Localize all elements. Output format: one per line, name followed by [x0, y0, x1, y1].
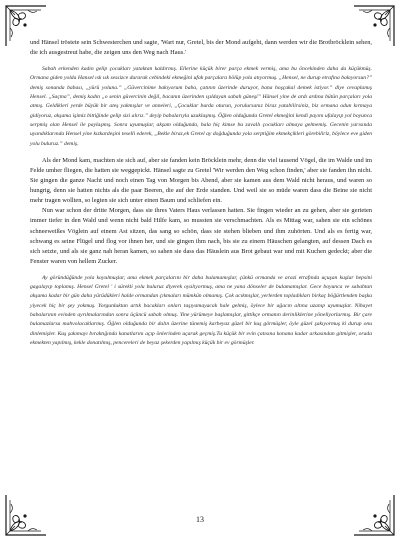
- turkish-paragraph: Ay göründüğünde yola koyulmuşlar, ama ekmek parçalarını bir daha bulamamışlar, çünkü ormanda ve arazi etrafında uçuşan kuşlar hepsini gagalayıp toplamış. Hensel Gretel ' i sürekli yolu buluruz diyerek oyalıyormuş, ama ne yana dönseler de bulamamışlar. Gece boyunca ve sabahtan akşama kadar bir gün daha yürüdükleri halde ormandan çıkmaları mümkün olmamış. Çok acıkmışlar, yerlerden topladıkları birkaç böğürtlenden başka yiyecek hiç bir şey yokmuş. Yorgunluktan artık bacakları onları taşıyamayacak hale gelmiş, öylece bir ağacın altına uzanıp uyumuşlar. Nihayet babalarının evinden ayrılmalarından sonra üçüncü sabah olmuş. Yine yürümeye başlamışlar, gittikçe ormanın derinliklerine yöneliyorlarmış. Bir çare bulamazlarsa mahvolacaklarmış. Öğlen olduğunda bir dalın üzerine tünemiş karbeyaz güzel bir kuş görmüşler, öyle güzel şakıyormuş ki durup onu dinlemişler. Kuş şakımayı bıraktığında kanatlarını açıp önlerinden uçarak geçmiş.Tu küçük bir evin çatısına konana kadar arkasından gitmişler, orada ekmekten yapılmış, kekle donatılmış, pencereleri de beyaz şekerden yapılmış küçük bir ev görmüşler.: [30, 274, 372, 346]
- turkish-paragraph: Sabah erkenden kadın gelip çocukları yataktan kaldırmış. Ellerine küçük birer parça ekmek vermiş, ama bu öncekinden daha da küçükmüş. Ormana giden yolda Hansel ısk ısk sessizce durarak cebindeki ekmeğini ufak parçalara bölüp yola atıyormuş. „Hensel, ne durup etrafına bakıyorsun?” demiş sonunda babası, „yürü yoluna.” „Güvercinime bakıyorum baba, çatının üzerinde duruyor, bana hoşçakal demek istiyor.” diye cevaplamış Hensel. „Saçma”, demiş kadın „o senin güvercinin değil, bacanın üzerinden ışıldayan sabah güneşi” Hänsel yine de ardı ardına bütün parçaları yola atmış. Geldikleri yerde büyük bir ateş yakmışlar ve anneleri, „Çocuklar burda oturun, yorulursanız biraz yatabilirsiniz, biz ormana odun kırmaya gidiyoruz, akşama işimiz bittiğinde gelip sizi alırız.” deyip babalarıyla uzaklaşmış. Öğlen olduğunda Gretel ekmeğini kendi payını ufalayıp yol boyunca serpmiş olan Hensel ile paylaşmış. Sonra uyumuşlar, akşam olduğunda, hala hiç kimse bu zavallı çocukları almaya gelmemiş. Gecenin yarısında uyandıklarında Hensel yine kızkardeşini teselli ederek, „Bekle biraz,ek Gretel ay doğduğunda yola serptiğim ekmekçikleri görebiliriz, böylece eve giden yolu buluruz.” demiş.: [30, 66, 372, 147]
- german-paragraph: Als der Mond kam, machten sie sich auf, aber sie fanden kein Bröcklein mehr, denn die viel tausend Vögel, die im Walde und im Felde umher fliegen, die hatten sie weggepickt. Hänsel sagte zu Gretel 'Wir werden den Weg schon finden,' aber sie fanden ihn nicht. Sie gingen die ganze Nacht und noch einen Tag von Morgen bis Abend, aber sie kamen aus dem Wald nicht heraus, und waren so hungrig, denn sie hatten nichts als die paar Beeren, die auf der Erde standen. Und weil sie so müde waren dass die Beine sie nicht mehr tragen wollten, so legten sie sich unter einen Baum und schliefen ein.: [30, 156, 372, 205]
- page-number: 13: [196, 515, 204, 524]
- german-paragraph: und Hänsel tröstete sein Schwesterchen und sagte, 'Wart nur, Gretel, bis der Mond aufgeht, dann werden wir die Brotbröcklein sehen, die ich ausgestreut habe, die zeigen uns den Weg nach Haus.': [30, 39, 372, 57]
- text-body: [30, 38, 372, 348]
- german-paragraph: Nun war schon der dritte Morgen, dass sie ihres Vaters Haus verlassen hatten. Sie fingen wieder an zu gehen, aber sie gerieten immer tiefer in den Wald und wenn nicht bald Hilfe kam, so mussten sie verschmachten. Als es Mittag war, sahen sie ein schönes schneeweißes Vöglein auf einem Ast sitzen, das sang so schön, dass sie stehen blieben und ihm zuhörten. Und als es fertig war, schwang es seine Flügel und flog vor ihnen her, und sie gingen ihm nach, bis sie zu einem Häuschen gelangten, auf dessen Dach es sich setzte, und als sie ganz nah heran kamen, so sahen sie dass das Häuslein aus Brot gebaut war und mit Kuchen gedeckt; aber die Fenster waren von hellem Zucker.: [30, 207, 372, 265]
